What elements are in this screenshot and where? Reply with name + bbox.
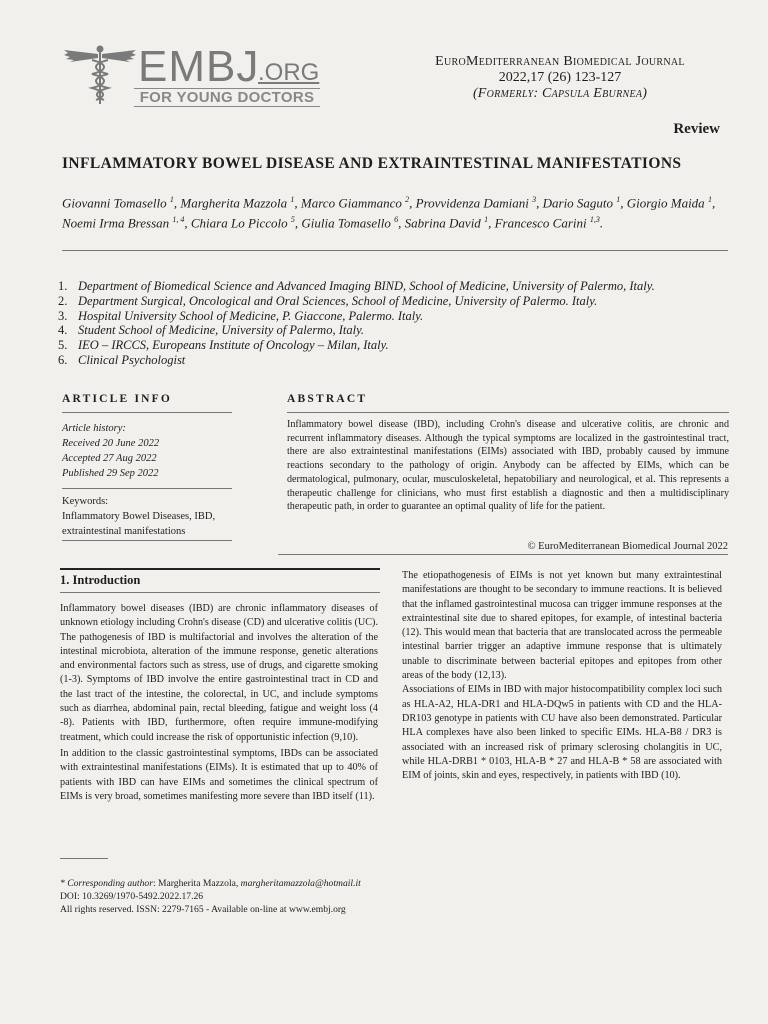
affiliation-item xyxy=(58,353,748,368)
journal-citation: 2022,17 (26) 123-127 xyxy=(498,70,622,85)
abstract-text: Inflammatory bowel disease (IBD), including Crohn's disease and ulcerative colitis, are chronic and recurrent inflammatory diseases. Although the typical symptoms are localized in the gastrointestinal tract, there are also extraintestinal manifestations (EIMs) associated with IBD, probably caused by immune reactions secondary to the pathology of origin. Anybody can be affected by EIMs, which can be dermatological, pulmonary, ocular, musculoskeletal, hepatobiliary and neurological, et al. This represents a therapeutic challenge for clinicians, who must first establish a diagnostic and then a multidisciplinary therapeutic path, in order to guarantee an optimal quality of life for the patient. xyxy=(287,419,729,513)
author-separator: , xyxy=(409,195,416,211)
author-separator: , xyxy=(184,215,191,231)
logo-tagline: FOR YOUNG DOCTORS xyxy=(134,88,320,107)
affiliation-number: 5. xyxy=(58,338,68,353)
intro-paragraph-1: Inflammatory bowel diseases (IBD) are chronic inflammatory diseases of unknown etiology including Crohn's disease (CD) and ulcerative colitis (UC). The pathogenesis of IBD is multifactorial and involves the alteration of the intestinal microbiota, alteration of the immune response, genetic alterations and environmental factors such as stress, use of drugs, and cigarette smoking (1-3). Symptoms of IBD involve the entire gastrointestinal tract in CD and the last tract of the intestine, the colorectal, in UC, and include symptoms such as diarrhea, abdominal pain, rectal bleeding, fatigue and weight loss (4 -8). Patients with IBD, furthermore, often require immune-modifying treatment, which could increase the risk of opportunistic infection (9,10). xyxy=(60,603,378,743)
author-affiliation-mark: 1 xyxy=(484,215,489,225)
history-label: Article history: xyxy=(62,423,126,434)
keywords-label: Keywords: xyxy=(62,496,109,507)
divider xyxy=(287,412,729,413)
intro-column-right xyxy=(402,569,722,783)
author-affiliation-mark: 1 xyxy=(290,195,295,204)
author-name: Giovanni Tomasello xyxy=(62,195,167,211)
article-type: Review xyxy=(673,121,720,137)
divider xyxy=(60,592,380,593)
affiliation-number: 3. xyxy=(58,308,68,323)
author-name: Margherita Mazzola xyxy=(180,195,288,211)
author-name: Noemi Irma Bressan xyxy=(62,215,170,231)
corr-label: * Corresponding author xyxy=(60,878,153,889)
article-title: INFLAMMATORY BOWEL DISEASE AND EXTRAINTESTINAL MANIFESTATIONS xyxy=(62,155,682,172)
author-name: Chiara Lo Piccolo xyxy=(190,215,288,231)
affiliation-item xyxy=(58,279,748,294)
article-info-heading: ARTICLE INFO xyxy=(62,393,173,405)
doi: DOI: 10.3269/1970-5492.2022.17.26 xyxy=(60,890,204,902)
affiliation-item xyxy=(58,338,748,353)
author-affiliation-mark: 2 xyxy=(405,195,410,204)
affiliation-number: 1. xyxy=(58,279,68,293)
intro-paragraph-2: In addition to the classic gastrointestinal symptoms, IBDs can be associated with extraintestinal manifestations (EIMs). It is estimated that up to 40% of patients with IBD can have EIMs and sometimes the clinical spectrum of EIMs is very broad, sometimes manifesting more severe than IBD itself (11). xyxy=(60,747,378,802)
author-affiliation-mark: 6 xyxy=(394,215,399,225)
affiliation-item xyxy=(58,309,748,324)
journal-formerly: (Formerly: Capsula Eburnea) xyxy=(473,86,647,101)
affiliation-text: Department Surgical, Oncological and Oral Sciences, School of Medicine, University of Palermo. Italy. xyxy=(78,293,598,308)
author-name: Giorgio Maida xyxy=(626,195,705,211)
affiliation-number: 6. xyxy=(58,352,68,367)
divider xyxy=(62,412,232,413)
footnote-rule xyxy=(60,858,108,859)
divider xyxy=(278,554,728,555)
caduceus-icon xyxy=(62,44,138,106)
intro-paragraph-4: Associations of EIMs in IBD with major histocompatibility complex loci such as HLA-A2, HLA-DR1 and HLA-DQw5 in patients with CD and the HLA-DR103 genotype in patients with CU have also been demonstrated. Particular HLA complexes have also been linked to specific EIMs. HLA-B8 / DR3 is associated with an increased risk of primary sclerosing cholangitis in UC, while HLA-DRB1 * 0103, HLA-B * 27 and HLA-B * 58 are associated with EIM of joints, skin and eyes, respectively, in patients with IBD (10). xyxy=(402,684,722,782)
formerly-name: Capsula Eburnea xyxy=(541,86,643,101)
abstract-heading: ABSTRACT xyxy=(287,393,368,405)
affiliation-item xyxy=(58,294,748,309)
section-rule xyxy=(60,568,380,570)
journal-header xyxy=(380,54,740,102)
affiliation-text: Student School of Medicine, University of Palermo, Italy. xyxy=(78,323,365,338)
author-name: Marco Giammanco xyxy=(300,195,402,211)
affiliation-item xyxy=(58,323,748,338)
affiliation-list xyxy=(58,279,748,368)
affiliation-text: Department of Biomedical Science and Advanced Imaging BIND, School of Medicine, University of Palermo, Italy. xyxy=(78,279,655,293)
article-history xyxy=(62,421,232,481)
author-separator: . xyxy=(599,215,604,231)
footnote xyxy=(60,878,390,916)
divider xyxy=(62,540,232,541)
divider xyxy=(62,488,232,489)
author-affiliation-mark: 1 xyxy=(616,195,621,204)
affiliation-text: Clinical Psychologist xyxy=(78,352,186,367)
affiliation-text: Hospital University School of Medicine, P. Giaccone, Palermo. Italy. xyxy=(78,308,424,323)
journal-logo xyxy=(62,44,332,110)
author-separator: , xyxy=(711,195,716,211)
keywords-block xyxy=(62,494,237,539)
author-affiliation-mark: 3 xyxy=(532,195,537,204)
corresponding-author xyxy=(60,878,390,891)
author-affiliation-mark: 1 xyxy=(169,195,174,204)
divider xyxy=(62,250,728,251)
copyright-notice: © EuroMediterranean Biomedical Journal 2022 xyxy=(527,541,728,552)
author-separator: , xyxy=(294,215,302,231)
author-name: Giulia Tomasello xyxy=(301,215,391,231)
affiliation-number: 4. xyxy=(58,323,68,338)
author-separator: , xyxy=(488,215,495,231)
corr-text: : Margherita Mazzola, xyxy=(152,878,241,889)
intro-heading: 1. Introduction xyxy=(60,573,141,587)
author-affiliation-mark: 1 xyxy=(707,195,712,204)
author-name: Dario Saguto xyxy=(542,195,614,211)
author-name: Francesco Carini xyxy=(494,215,587,231)
author-separator: , xyxy=(294,195,301,211)
accepted-date: Accepted 27 Aug 2022 xyxy=(62,453,157,464)
intro-paragraph-3: The etiopathogenesis of EIMs is not yet known but many extraintestinal manifestations are thought to be secondary to immune reactions. It is believed that the inflamed gastrointestinal mucosa can trigger immune responses at the extraintestinal site due to shared epitopes, for example, of intestinal bacteria (12). This would mean that bacteria that are translocated across the permeable intestinal barrier trigger an adaptive immune response that is ultimately unable to discriminate between bacterial epitopes and epitopes from other areas of the body (12,13). xyxy=(402,570,722,682)
logo-suffix-text: .ORG xyxy=(258,59,320,86)
author-affiliation-mark: 5 xyxy=(290,215,295,225)
received-date: Received 20 June 2022 xyxy=(62,438,160,449)
logo-main-text: EMBJ xyxy=(138,42,260,91)
rights-notice: All rights reserved. ISSN: 2279-7165 - Available on-line at www.embj.org xyxy=(60,903,346,915)
intro-column-left xyxy=(60,602,378,806)
affiliation-text: IEO – IRCCS, Europeans Institute of Oncology – Milan, Italy. xyxy=(78,338,389,353)
formerly-label: Formerly: xyxy=(477,86,539,101)
author-separator: , xyxy=(173,195,181,211)
author-name: Sabrina David xyxy=(404,215,481,231)
author-separator: , xyxy=(620,195,627,211)
author-name: Provvidenza Damiani xyxy=(415,195,529,211)
corr-email[interactable]: margheritamazzola@hotmail.it xyxy=(240,878,361,889)
affiliation-number: 2. xyxy=(58,293,68,308)
author-separator: , xyxy=(536,195,543,211)
keywords-list: Inflammatory Bowel Diseases, IBD, extraintestinal manifestations xyxy=(62,511,216,537)
published-date: Published 29 Sep 2022 xyxy=(62,468,159,479)
author-affiliation-mark: 1, 4 xyxy=(172,215,185,225)
author-separator: , xyxy=(398,215,405,231)
author-affiliation-mark: 1,3 xyxy=(589,215,600,225)
author-list xyxy=(62,191,742,232)
journal-name: EuroMediterranean Biomedical Journal xyxy=(435,54,685,69)
